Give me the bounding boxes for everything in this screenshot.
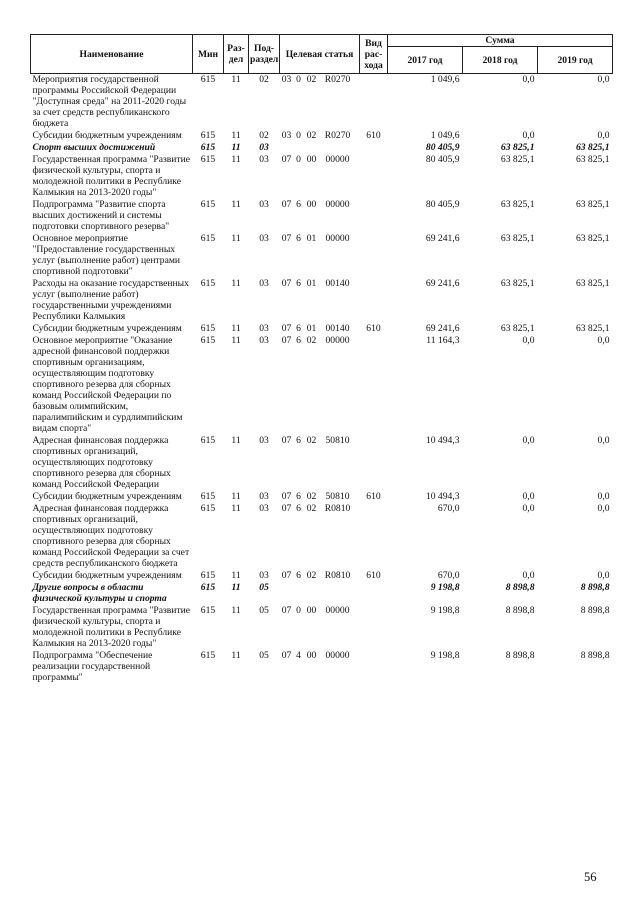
- row-vid: [360, 650, 388, 684]
- row-sum-2017: 69 241,6: [425, 233, 460, 244]
- row-target-t2: 6: [296, 323, 301, 334]
- row-podrazdel: 03: [259, 233, 269, 244]
- row-razdel: 11: [231, 278, 241, 289]
- row-razdel: 11: [231, 582, 241, 593]
- row-target-t1: 07: [281, 335, 292, 346]
- row-sum-2018: 63 825,1: [500, 323, 535, 334]
- row-sum-2018: 0,0: [522, 503, 535, 514]
- row-vid: [360, 335, 388, 435]
- row-razdel: 11: [231, 570, 241, 581]
- row-podrazdel: 05: [259, 605, 269, 616]
- header-razdel: Раз-дел: [224, 35, 249, 74]
- row-sum-2017: 670,0: [437, 503, 460, 514]
- row-vid: [360, 154, 388, 199]
- row-target-t3: 02: [306, 74, 317, 85]
- row-target: [280, 154, 360, 199]
- table-row: [31, 154, 613, 199]
- row-sum-2018: 0,0: [522, 335, 535, 346]
- row-razdel: 11: [231, 335, 241, 346]
- budget-table-sheet: [30, 34, 612, 684]
- row-target-t4: 00000: [325, 650, 350, 661]
- row-vid: [360, 435, 388, 491]
- row-sum-2017: 9 198,8: [430, 650, 460, 661]
- row-target-t2: 6: [296, 199, 301, 210]
- row-sum-2018: 63 825,1: [500, 233, 535, 244]
- row-vid: 610: [366, 570, 381, 581]
- row-target-t2: 6: [296, 278, 301, 289]
- row-min: 615: [200, 130, 216, 141]
- row-target-t3: 00: [306, 154, 317, 165]
- row-target-t1: 07: [281, 323, 292, 334]
- row-vid: 610: [366, 130, 381, 141]
- header-2018: 2018 год: [463, 47, 538, 74]
- row-sum-2017: 9 198,8: [430, 582, 460, 593]
- row-target: [280, 503, 360, 570]
- row-sum-2018: 8 898,8: [505, 582, 535, 593]
- row-sum-2019: 8 898,8: [580, 650, 610, 661]
- row-name: Субсидии бюджетным учреждениям: [32, 323, 182, 334]
- row-podrazdel: 03: [259, 335, 269, 346]
- row-sum-2019: 0,0: [597, 570, 610, 581]
- row-sum-2017: 80 405,9: [425, 142, 460, 153]
- row-target-t2: 6: [296, 503, 301, 514]
- row-target: [280, 278, 360, 323]
- row-name: Мероприятия государственной программы Российской Федерации "Доступная среда" на 2011-2020 годы за счет средств республиканского бюджета: [32, 74, 187, 129]
- row-vid: [360, 142, 388, 154]
- table-row: [31, 199, 613, 233]
- row-sum-2018: 0,0: [522, 435, 535, 446]
- row-target-t3: 01: [306, 233, 317, 244]
- row-sum-2019: 0,0: [597, 491, 610, 502]
- row-podrazdel: 03: [259, 199, 269, 210]
- row-name: Спорт высших достижений: [32, 142, 156, 153]
- row-target-t3: 01: [306, 323, 317, 334]
- row-target-t3: 02: [306, 435, 317, 446]
- row-target: [280, 605, 360, 650]
- row-target: [280, 435, 360, 491]
- table-row: [31, 503, 613, 570]
- row-target-t1: 07: [281, 278, 292, 289]
- row-target-t2: 0: [296, 605, 301, 616]
- row-name: Подпрограмма "Обеспечение реализации государственной программы": [32, 650, 153, 683]
- row-razdel: 11: [231, 605, 241, 616]
- row-sum-2018: 0,0: [522, 491, 535, 502]
- row-target-t3: 02: [306, 335, 317, 346]
- row-target-t2: 6: [296, 233, 301, 244]
- row-min: 615: [200, 142, 216, 153]
- row-sum-2019: 0,0: [597, 503, 610, 514]
- row-target-t1: 07: [281, 605, 292, 616]
- header-vid: Вид рас-хода: [360, 35, 388, 74]
- row-min: 615: [200, 74, 216, 85]
- header-min: Мин: [193, 35, 224, 74]
- row-sum-2017: 69 241,6: [425, 278, 460, 289]
- row-target-t2: 0: [296, 130, 301, 141]
- row-name: Основное мероприятие "Оказание адресной финансовой поддержки спортивным организациям, осуществляющим подготовку спортивного резерва для сборных команд Российской Федерации по базовым олимпийским, паралимпийским и сурдлимпийским видам спорта": [32, 335, 183, 434]
- row-min: 615: [200, 570, 216, 581]
- row-target-t4: 00000: [325, 154, 350, 165]
- row-target-t1: 07: [281, 491, 292, 502]
- row-razdel: 11: [231, 503, 241, 514]
- row-sum-2017: 11 164,3: [426, 335, 460, 346]
- table-row: [31, 570, 613, 582]
- row-target-t2: 6: [296, 570, 301, 581]
- row-name: Государственная программа "Развитие физической культуры, спорта и молодежной политики в Республике Калмыкия на 2013-2020 годы": [32, 154, 191, 198]
- row-sum-2017: 10 494,3: [425, 435, 460, 446]
- row-sum-2019: 63 825,1: [575, 278, 610, 289]
- row-target-t1: 07: [281, 503, 292, 514]
- header-name: Наименование: [31, 35, 193, 74]
- row-sum-2018: 63 825,1: [500, 199, 535, 210]
- row-target-t1: 07: [281, 650, 292, 661]
- row-min: 615: [200, 582, 216, 593]
- row-min: 615: [200, 323, 216, 334]
- row-vid: [360, 74, 388, 131]
- row-target-t3: 02: [306, 130, 317, 141]
- row-target-t1: 03: [281, 130, 292, 141]
- row-min: 615: [200, 278, 216, 289]
- row-sum-2018: 63 825,1: [500, 278, 535, 289]
- row-target: [280, 142, 360, 154]
- row-podrazdel: 03: [259, 435, 269, 446]
- row-vid: [360, 605, 388, 650]
- row-vid: [360, 233, 388, 278]
- row-vid: [360, 278, 388, 323]
- header-target: Целевая статья: [280, 35, 360, 74]
- row-sum-2017: 670,0: [437, 570, 460, 581]
- row-target-t1: 07: [281, 199, 292, 210]
- header-podrazdel: Под-раздел: [249, 35, 280, 74]
- row-name: Субсидии бюджетным учреждениям: [32, 130, 182, 141]
- row-target-t3: 02: [306, 503, 317, 514]
- table-row: [31, 435, 613, 491]
- row-target-t4: 50810: [325, 435, 350, 446]
- row-target: [280, 323, 360, 335]
- row-sum-2019: 63 825,1: [575, 323, 610, 334]
- row-target: [280, 650, 360, 684]
- row-target: [280, 335, 360, 435]
- table-row: [31, 582, 613, 605]
- row-podrazdel: 02: [259, 130, 269, 141]
- row-sum-2017: 80 405,9: [425, 154, 460, 165]
- row-target: [280, 582, 360, 605]
- row-vid: [360, 199, 388, 233]
- table-row: [31, 605, 613, 650]
- row-target-t4: R0270: [324, 74, 351, 85]
- row-target-t4: 00000: [325, 335, 350, 346]
- row-target-t1: 07: [281, 435, 292, 446]
- row-target-t4: 00140: [325, 278, 350, 289]
- row-vid: 610: [366, 323, 381, 334]
- row-podrazdel: 05: [259, 650, 269, 661]
- row-sum-2019: 63 825,1: [575, 233, 610, 244]
- budget-table: [30, 34, 613, 684]
- row-name: Основное мероприятие "Предоставление государственных услуг (выполнение работ) центрами спортивной подготовки": [32, 233, 181, 277]
- row-target-t4: 00000: [325, 199, 350, 210]
- row-name: Адресная финансовая поддержка спортивных организаций, осуществляющих подготовку спортивного резерва для сборных команд Российской Федерации: [32, 435, 171, 490]
- row-podrazdel: 03: [259, 142, 269, 153]
- row-sum-2018: 63 825,1: [500, 154, 535, 165]
- row-target: [280, 74, 360, 131]
- row-target: [280, 570, 360, 582]
- table-row: [31, 142, 613, 154]
- row-razdel: 11: [231, 199, 241, 210]
- row-target-t2: 4: [296, 650, 301, 661]
- page-number: 56: [584, 870, 597, 884]
- table-row: [31, 323, 613, 335]
- row-name: Расходы на оказание государственных услуг (выполнение работ) государственными учреждениями Республики Калмыкия: [32, 278, 189, 322]
- row-sum-2019: 8 898,8: [580, 582, 610, 593]
- row-target: [280, 491, 360, 503]
- row-podrazdel: 05: [259, 582, 269, 593]
- row-target-t2: 6: [296, 335, 301, 346]
- row-sum-2018: 63 825,1: [500, 142, 535, 153]
- row-target-t4: R0810: [324, 503, 351, 514]
- row-name: Государственная программа "Развитие физической культуры, спорта и молодежной политики в Республике Калмыкия на 2013-2020 годы": [32, 605, 191, 649]
- row-sum-2018: 8 898,8: [505, 605, 535, 616]
- row-podrazdel: 03: [259, 278, 269, 289]
- row-target-t4: R0810: [324, 570, 351, 581]
- row-razdel: 11: [231, 491, 241, 502]
- row-sum-2019: 63 825,1: [575, 142, 610, 153]
- row-min: 615: [200, 233, 216, 244]
- row-name: Другие вопросы в области физической культуры и спорта: [32, 582, 167, 604]
- row-sum-2019: 63 825,1: [575, 154, 610, 165]
- row-name: Адресная финансовая поддержка спортивных организаций, осуществляющих подготовку спортивного резерва для сборных команд Российской Федерации за счет средств республиканского бюджета: [32, 503, 190, 569]
- row-target-t4: 00000: [325, 605, 350, 616]
- row-target-t3: 00: [306, 199, 317, 210]
- row-name: Подпрограмма "Развитие спорта высших достижений и системы подготовки спортивного резерва": [32, 199, 170, 232]
- row-target-t1: 03: [281, 74, 292, 85]
- row-target-t3: 00: [306, 605, 317, 616]
- row-sum-2017: 1 049,6: [430, 130, 460, 141]
- row-target-t2: 0: [296, 74, 301, 85]
- row-podrazdel: 03: [259, 570, 269, 581]
- row-sum-2018: 0,0: [522, 74, 535, 85]
- row-target: [280, 233, 360, 278]
- row-min: 615: [200, 154, 216, 165]
- row-target-t3: 00: [306, 650, 317, 661]
- row-podrazdel: 02: [259, 74, 269, 85]
- row-target: [280, 199, 360, 233]
- row-razdel: 11: [231, 74, 241, 85]
- row-sum-2019: 0,0: [597, 130, 610, 141]
- row-sum-2019: 0,0: [597, 74, 610, 85]
- row-sum-2017: 69 241,6: [425, 323, 460, 334]
- row-sum-2018: 0,0: [522, 130, 535, 141]
- row-razdel: 11: [231, 233, 241, 244]
- row-target-t2: 0: [296, 154, 301, 165]
- row-vid: [360, 503, 388, 570]
- row-target-t3: 02: [306, 570, 317, 581]
- row-target-t3: 01: [306, 278, 317, 289]
- row-min: 615: [200, 435, 216, 446]
- table-header: [31, 35, 613, 74]
- header-2017: 2017 год: [388, 47, 463, 74]
- row-min: 615: [200, 503, 216, 514]
- row-sum-2017: 80 405,9: [425, 199, 460, 210]
- table-row: [31, 491, 613, 503]
- row-target-t4: 00000: [325, 233, 350, 244]
- row-podrazdel: 03: [259, 491, 269, 502]
- row-podrazdel: 03: [259, 154, 269, 165]
- table-row: [31, 233, 613, 278]
- row-razdel: 11: [231, 154, 241, 165]
- table-row: [31, 650, 613, 684]
- row-sum-2019: 0,0: [597, 335, 610, 346]
- table-row: [31, 130, 613, 142]
- row-target-t4: R0270: [324, 130, 351, 141]
- row-razdel: 11: [231, 142, 241, 153]
- row-target-t4: 50810: [325, 491, 350, 502]
- row-razdel: 11: [231, 323, 241, 334]
- table-row: [31, 335, 613, 435]
- header-sum: Сумма: [388, 35, 613, 47]
- row-name: Субсидии бюджетным учреждениям: [32, 491, 182, 502]
- row-razdel: 11: [231, 435, 241, 446]
- header-2019: 2019 год: [538, 47, 613, 74]
- row-min: 615: [200, 335, 216, 346]
- table-row: [31, 74, 613, 131]
- row-vid: [360, 582, 388, 605]
- row-target-t1: 07: [281, 154, 292, 165]
- row-target-t2: 6: [296, 491, 301, 502]
- row-target-t3: 02: [306, 491, 317, 502]
- row-min: 615: [200, 491, 216, 502]
- table-body: [31, 74, 613, 685]
- row-vid: 610: [366, 491, 381, 502]
- row-name: Субсидии бюджетным учреждениям: [32, 570, 182, 581]
- row-target-t1: 07: [281, 570, 292, 581]
- row-sum-2019: 63 825,1: [575, 199, 610, 210]
- row-razdel: 11: [231, 130, 241, 141]
- row-min: 615: [200, 650, 216, 661]
- row-target: [280, 130, 360, 142]
- row-sum-2017: 1 049,6: [430, 74, 460, 85]
- row-sum-2019: 0,0: [597, 435, 610, 446]
- row-sum-2017: 9 198,8: [430, 605, 460, 616]
- row-target-t2: 6: [296, 435, 301, 446]
- row-min: 615: [200, 605, 216, 616]
- row-sum-2019: 8 898,8: [580, 605, 610, 616]
- row-podrazdel: 03: [259, 503, 269, 514]
- row-sum-2018: 8 898,8: [505, 650, 535, 661]
- row-target-t4: 00140: [325, 323, 350, 334]
- row-sum-2017: 10 494,3: [425, 491, 460, 502]
- row-razdel: 11: [231, 650, 241, 661]
- row-sum-2018: 0,0: [522, 570, 535, 581]
- row-min: 615: [200, 199, 216, 210]
- table-row: [31, 278, 613, 323]
- row-podrazdel: 03: [259, 323, 269, 334]
- row-target-t1: 07: [281, 233, 292, 244]
